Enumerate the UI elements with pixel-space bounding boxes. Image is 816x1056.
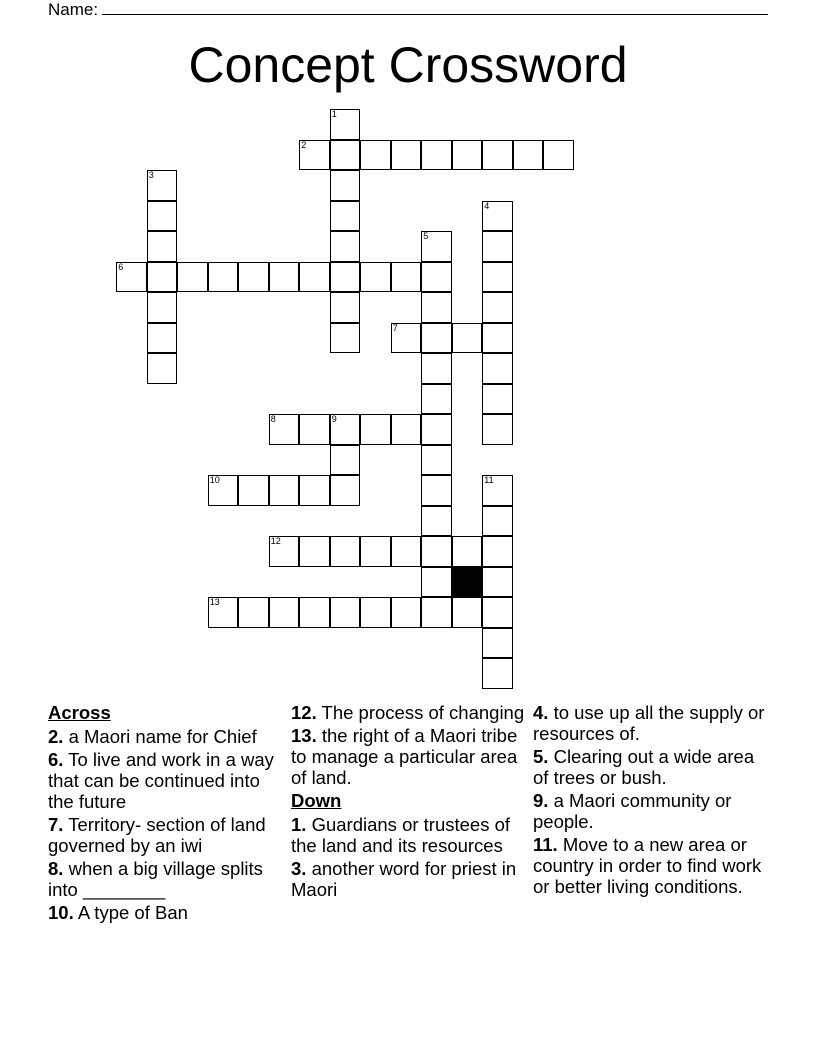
down-clue-9: 9. a Maori community or people.: [533, 790, 732, 832]
crossword-cell[interactable]: [330, 292, 360, 322]
crossword-cell[interactable]: [330, 231, 360, 261]
crossword-cell[interactable]: [482, 597, 512, 627]
crossword-cell[interactable]: [421, 384, 451, 414]
crossword-cell[interactable]: [299, 475, 329, 505]
crossword-cell[interactable]: [482, 262, 512, 292]
crossword-cell[interactable]: [482, 536, 512, 566]
crossword-cell[interactable]: [147, 323, 177, 353]
crossword-cell[interactable]: [482, 414, 512, 444]
crossword-cell[interactable]: [482, 567, 512, 597]
crossword-cell[interactable]: [482, 475, 512, 505]
clue-number: 8: [270, 414, 276, 425]
across-clue-12: 12. The process of changing: [291, 702, 525, 723]
clue-number: 11: [484, 475, 494, 486]
across-clue-6: 6. To live and work in a way that can be continued into the future: [48, 749, 274, 812]
crossword-cell[interactable]: [391, 323, 421, 353]
crossword-cell[interactable]: [299, 140, 329, 170]
crossword-cell[interactable]: [177, 262, 207, 292]
down-clue-4: 4. to use up all the supply or resources of.: [533, 702, 765, 744]
crossword-cell[interactable]: [330, 597, 360, 627]
crossword-cell[interactable]: [482, 140, 512, 170]
crossword-cell[interactable]: [513, 140, 543, 170]
crossword-cell[interactable]: [391, 262, 421, 292]
crossword-cell[interactable]: [147, 292, 177, 322]
across-clue-8: 8. when a big village splits into ________: [48, 858, 263, 900]
clue-number: 10: [209, 475, 220, 486]
crossword-cell[interactable]: [482, 658, 512, 688]
crossword-cell[interactable]: [147, 353, 177, 383]
crossword-cell[interactable]: [269, 262, 299, 292]
page-title: Concept Crossword: [188, 37, 628, 93]
clue-number: 13: [209, 597, 220, 608]
crossword-cell[interactable]: [421, 414, 451, 444]
crossword-cell[interactable]: [269, 475, 299, 505]
crossword-cell[interactable]: [360, 597, 390, 627]
crossword-cell[interactable]: [482, 292, 512, 322]
crossword-cell[interactable]: [452, 323, 482, 353]
crossword-cell[interactable]: [421, 597, 451, 627]
crossword-cell[interactable]: [269, 597, 299, 627]
crossword-cell[interactable]: [482, 628, 512, 658]
crossword-cell[interactable]: [421, 536, 451, 566]
clue-number: 9: [331, 414, 337, 425]
crossword-cell[interactable]: [330, 445, 360, 475]
clue-number: 3: [148, 170, 154, 181]
down-heading: Down: [291, 790, 342, 811]
crossword-cell[interactable]: [360, 536, 390, 566]
blocked-cell: [452, 567, 482, 597]
crossword-cell[interactable]: [330, 262, 360, 292]
crossword-cell[interactable]: [360, 140, 390, 170]
crossword-cell[interactable]: [269, 414, 299, 444]
crossword-cell[interactable]: [116, 262, 146, 292]
down-clue-5: 5. Clearing out a wide area of trees or bush.: [533, 746, 755, 788]
crossword-cell[interactable]: [421, 292, 451, 322]
crossword-cell[interactable]: [421, 567, 451, 597]
crossword-cell[interactable]: [208, 597, 238, 627]
crossword-cell[interactable]: [360, 262, 390, 292]
down-clue-3: 3. another word for priest in Maori: [291, 858, 517, 900]
crossword-cell[interactable]: [391, 414, 421, 444]
across-heading: Across: [48, 702, 111, 723]
crossword-cell[interactable]: [238, 597, 268, 627]
clues-column-2: [291, 702, 527, 902]
across-clue-10: 10. A type of Ban: [48, 902, 188, 923]
across-clue-2: 2. a Maori name for Chief: [48, 726, 257, 747]
clue-number: 5: [423, 231, 429, 242]
across-clue-7: 7. Territory- section of land governed by an iwi: [48, 814, 266, 856]
crossword-cell[interactable]: [147, 231, 177, 261]
crossword-cell[interactable]: [299, 597, 329, 627]
crossword-cell[interactable]: [421, 323, 451, 353]
crossword-cell[interactable]: [421, 140, 451, 170]
crossword-cell[interactable]: [482, 506, 512, 536]
crossword-cell[interactable]: [238, 262, 268, 292]
crossword-cell[interactable]: [391, 536, 421, 566]
crossword-cell[interactable]: [421, 353, 451, 383]
down-clue-11: 11. Move to a new area or country in order to find work or better living conditions.: [533, 834, 762, 897]
crossword-cell[interactable]: [452, 597, 482, 627]
crossword-cell[interactable]: [330, 140, 360, 170]
crossword-cell[interactable]: [452, 140, 482, 170]
crossword-cell[interactable]: [421, 231, 451, 261]
crossword-cell[interactable]: [330, 475, 360, 505]
crossword-cell[interactable]: [421, 475, 451, 505]
crossword-cell[interactable]: [330, 323, 360, 353]
crossword-cell[interactable]: [330, 201, 360, 231]
crossword-cell[interactable]: [360, 414, 390, 444]
crossword-cell[interactable]: [147, 170, 177, 200]
crossword-cell[interactable]: [147, 262, 177, 292]
crossword-cell[interactable]: [452, 536, 482, 566]
crossword-cell[interactable]: [482, 384, 512, 414]
crossword-cell[interactable]: [238, 475, 268, 505]
crossword-cell[interactable]: [299, 262, 329, 292]
clue-number: 12: [270, 536, 281, 547]
crossword-cell[interactable]: [482, 353, 512, 383]
crossword-cell[interactable]: [330, 170, 360, 200]
crossword-cell[interactable]: [421, 445, 451, 475]
crossword-cell[interactable]: [482, 201, 512, 231]
crossword-cell[interactable]: [269, 536, 299, 566]
clue-number: 1: [331, 109, 337, 120]
clue-number: 7: [392, 322, 398, 333]
crossword-cell[interactable]: [421, 262, 451, 292]
crossword-cell[interactable]: [330, 536, 360, 566]
clues-column-3: [533, 702, 769, 899]
crossword-cell[interactable]: [421, 506, 451, 536]
crossword-cell[interactable]: [147, 201, 177, 231]
crossword-cell[interactable]: [482, 231, 512, 261]
clue-number: 4: [484, 200, 490, 211]
clue-number: 2: [301, 139, 307, 150]
name-label: Name:: [48, 0, 99, 19]
crossword-cell[interactable]: [330, 414, 360, 444]
crossword-cell[interactable]: [299, 536, 329, 566]
crossword-cell[interactable]: [299, 414, 329, 444]
clues-column-1: [48, 702, 284, 925]
down-clue-1: 1. Guardians or trustees of the land and its resources: [291, 814, 511, 856]
crossword-cell[interactable]: [208, 475, 238, 505]
crossword-cell[interactable]: [482, 323, 512, 353]
crossword-cell[interactable]: [543, 140, 573, 170]
crossword-cell[interactable]: [391, 597, 421, 627]
across-clue-13: 13. the right of a Maori tribe to manage a particular area of land.: [291, 725, 518, 788]
crossword-cell[interactable]: [208, 262, 238, 292]
clue-number: 6: [118, 261, 124, 272]
crossword-cell[interactable]: [391, 140, 421, 170]
crossword-cell[interactable]: [330, 109, 360, 139]
